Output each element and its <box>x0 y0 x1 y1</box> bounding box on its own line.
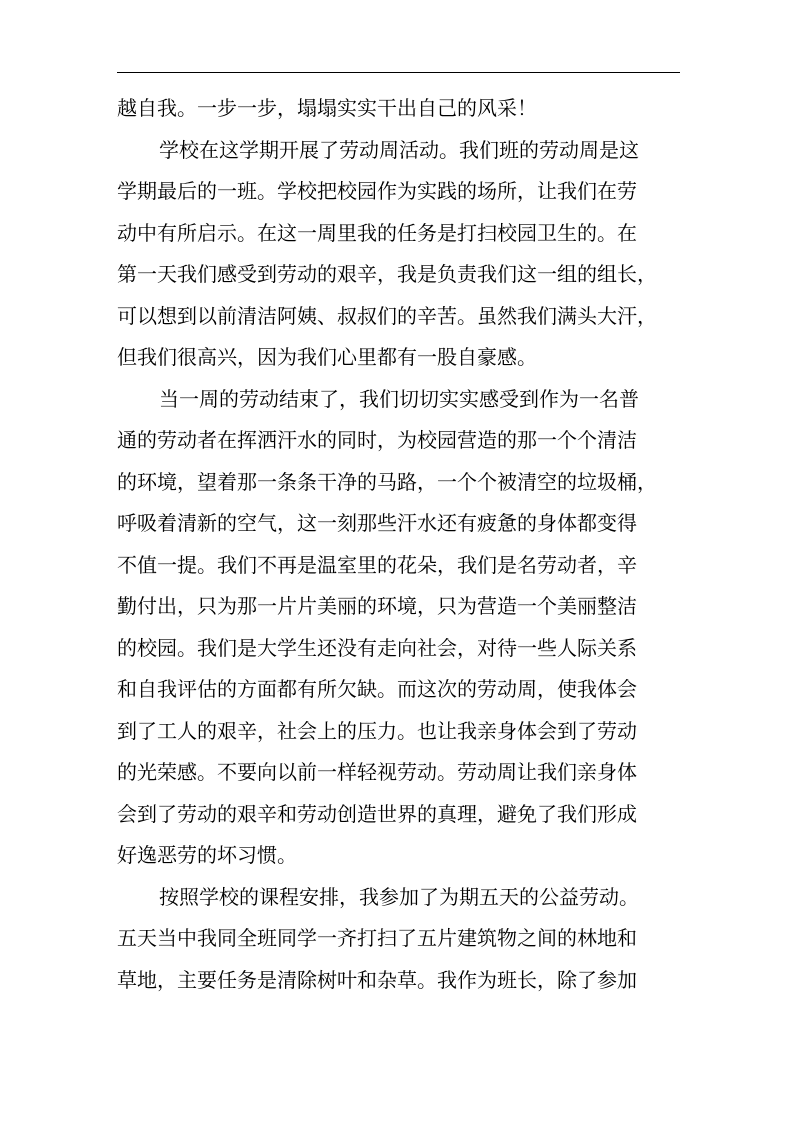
text-line: 的环境，望着那一条条干净的马路，一个个被清空的垃圾桶， <box>117 469 657 494</box>
text-line: 第一天我们感受到劳动的艰辛，我是负责我们这一组的组长， <box>117 262 657 286</box>
text-line: 的光荣感。不要向以前一样轻视劳动。劳动周让我们亲身体 <box>117 760 637 784</box>
text-line: 通的劳动者在挥洒汗水的同时，为校园营造的那一个个清洁 <box>117 428 637 452</box>
text-line: 勤付出，只为那一片片美丽的环境，只为营造一个美丽整洁 <box>117 594 637 618</box>
text-line: 越自我。一步一步，塌塌实实干出自己的风采！ <box>117 96 537 120</box>
text-line: 可以想到以前清洁阿姨、叔叔们的辛苦。虽然我们满头大汗， <box>117 303 657 328</box>
text-line: 草地，主要任务是清除树叶和杂草。我作为班长，除了参加 <box>117 967 637 992</box>
text-line: 学校在这学期开展了劳动周活动。我们班的劳动周是这 <box>159 137 639 162</box>
text-line: 呼吸着清新的空气，这一刻那些汗水还有疲惫的身体都变得 <box>117 511 637 535</box>
text-line: 的校园。我们是大学生还没有走向社会，对待一些人际关系 <box>117 635 637 660</box>
paragraph-1 <box>117 88 680 130</box>
text-line: 不值一提。我们不再是温室里的花朵，我们是名劳动者，辛 <box>117 552 637 577</box>
text-line: 但我们很高兴，因为我们心里都有一股自豪感。 <box>117 345 537 369</box>
document-body <box>117 88 680 1001</box>
text-line: 好逸恶劳的坏习惯。 <box>117 843 297 867</box>
header-rule <box>117 72 680 73</box>
text-line: 动中有所启示。在这一周里我的任务是打扫校园卫生的。在 <box>117 220 637 245</box>
text-line: 学期最后的一班。学校把校园作为实践的场所，让我们在劳 <box>117 179 637 203</box>
text-line: 会到了劳动的艰辛和劳动创造世界的真理，避免了我们形成 <box>117 801 637 826</box>
paragraph-4 <box>117 877 680 1002</box>
paragraph-3 <box>117 379 680 877</box>
text-line: 当一周的劳动结束了，我们切切实实感受到作为一名普 <box>159 386 639 411</box>
text-line: 五天当中我同全班同学一齐打扫了五片建筑物之间的林地和 <box>117 926 637 950</box>
text-line: 按照学校的课程安排，我参加了为期五天的公益劳动。 <box>159 884 639 909</box>
text-line: 和自我评估的方面都有所欠缺。而这次的劳动周，使我体会 <box>117 677 637 701</box>
text-line: 到了工人的艰辛，社会上的压力。也让我亲身体会到了劳动 <box>117 718 637 743</box>
paragraph-2 <box>117 130 680 379</box>
